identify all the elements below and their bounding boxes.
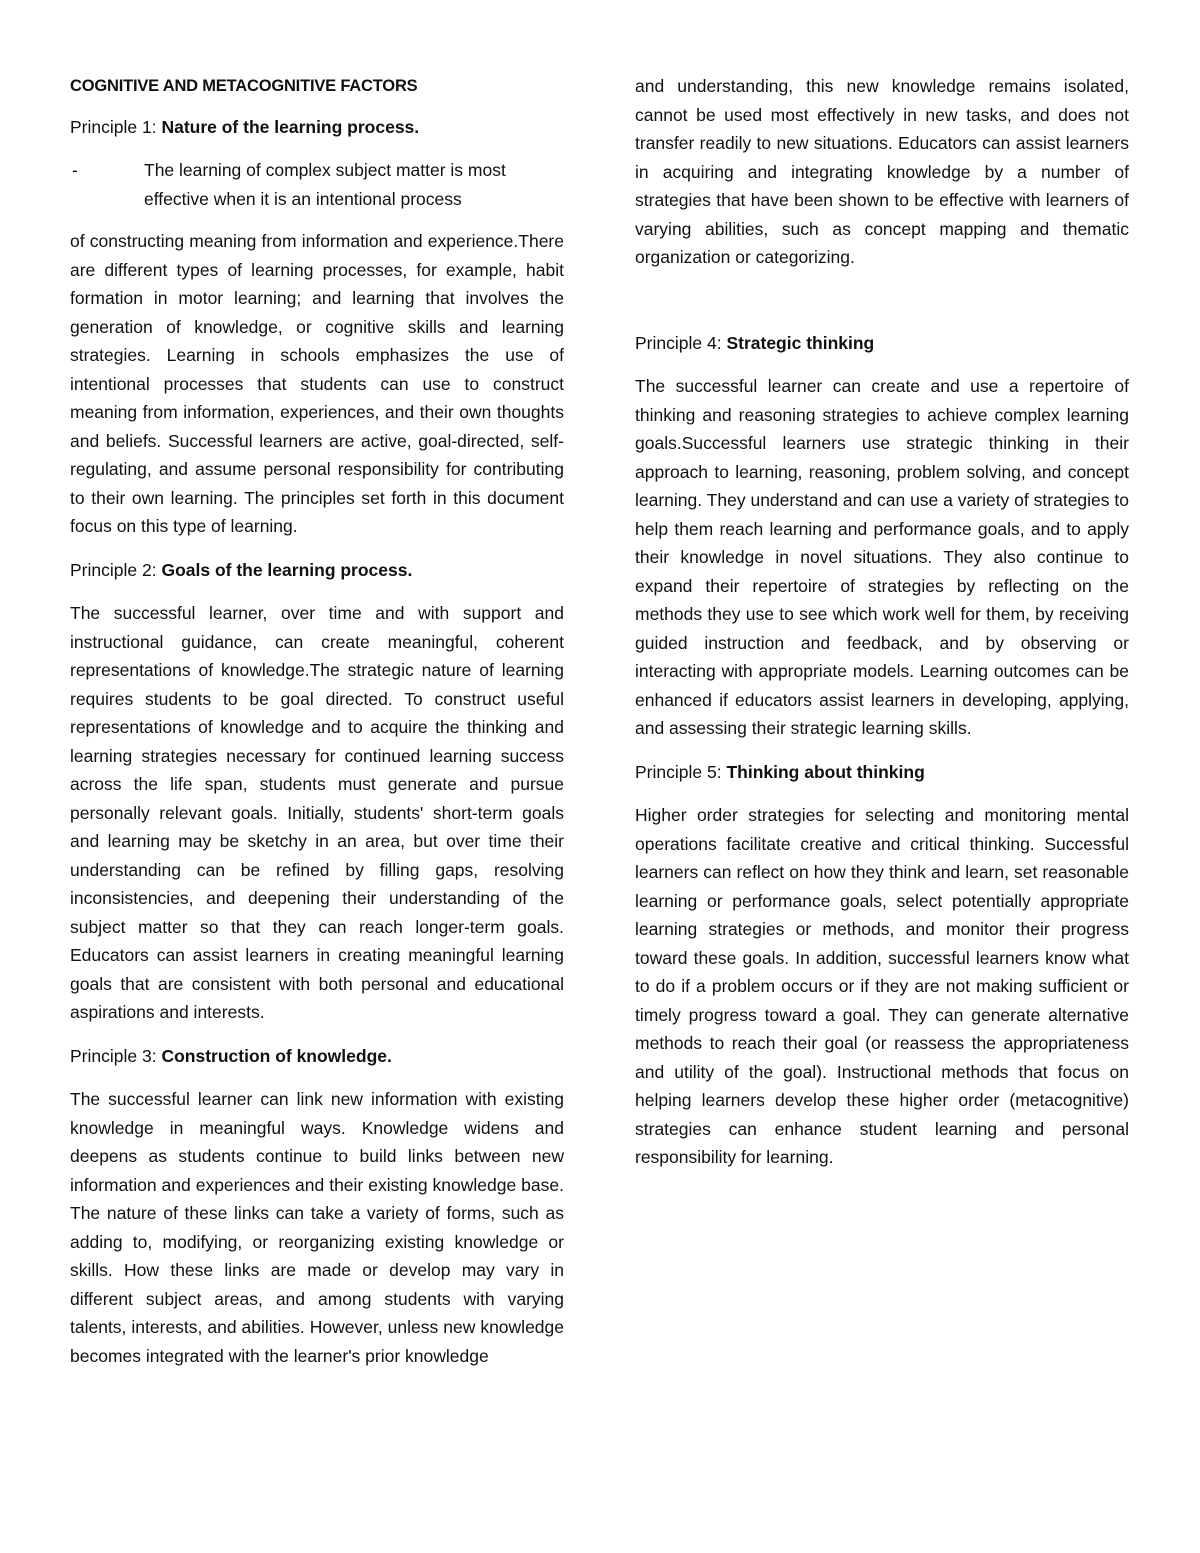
- document-title: COGNITIVE AND METACOGNITIVE FACTORS: [70, 77, 418, 95]
- principle-5-label: Principle 5:: [635, 761, 722, 782]
- principle-3-name: Construction of knowledge.: [161, 1045, 392, 1066]
- principle-4-heading: [635, 329, 1129, 358]
- principle-5-body: Higher order strategies for selecting and monitoring mental operations facilitate creative and critical thinking. Successful learners can reflect on how they think and learn, set reasonable learning or performance goals, select potentially appropriate learning strategies or methods, and monitor their progress toward these goals. In addition, successful learners know what to do if a problem occurs or if they are not making sufficient or timely progress toward a goal. They can generate alternative methods to reach their goal (or reassess the appropriateness and utility of the goal). Instructional methods that focus on helping learners develop these higher order (metacognitive) strategies can enhance student learning and personal responsibility for learning.: [635, 805, 1129, 1167]
- principle-4-label: Principle 4:: [635, 332, 722, 353]
- principle-5-name: Thinking about thinking: [726, 761, 925, 782]
- principle-2-label: Principle 2:: [70, 559, 157, 580]
- principle-1-label: Principle 1:: [70, 116, 157, 137]
- principle-3-heading: [70, 1042, 564, 1071]
- spacer: [635, 287, 1129, 329]
- principle-2-heading: [70, 556, 564, 585]
- principle-4-name: Strategic thinking: [726, 332, 875, 353]
- principle-1-name: Nature of the learning process.: [161, 116, 420, 137]
- principle-2-body: The successful learner, over time and with support and instructional guidance, can create meaningful, coherent representations of knowledge.The strategic nature of learning requires students to be goal directed. To construct useful representations of knowledge and to acquire the thinking and learning strategies necessary for continued learning success across the life span, students must generate and pursue personally relevant goals. Initially, students' short-term goals and learning may be sketchy in an area, but over time their understanding can be refined by filling gaps, resolving inconsistencies, and deepening their understanding of the subject matter so that they can reach longer-term goals. Educators can assist learners in creating meaningful learning goals that are consistent with both personal and educational aspirations and interests.: [70, 603, 564, 1022]
- principle-5-heading: [635, 758, 1129, 787]
- principle-1-bullet-text: The learning of complex subject matter is most effective when it is an intentional process: [144, 160, 506, 209]
- principle-3-label: Principle 3:: [70, 1045, 157, 1066]
- principle-3-body-part1: The successful learner can link new information with existing knowledge in meaningful ways. Knowledge widens and deepens as students continue to build links between new information and experiences and their existing knowledge base. The nature of these links can take a variety of forms, such as adding to, modifying, or reorganizing existing knowledge or skills. How these links are made or develop may vary in different subject areas, and among students with varying talents, interests, and abilities. However, unless new knowledge becomes integrated with the learner's prior knowledge: [70, 1089, 564, 1366]
- principle-1-heading: [70, 113, 564, 142]
- principle-1-body: of constructing meaning from information and experience.There are different types of learning processes, for example, habit formation in motor learning; and learning that involves the generation of knowledge, or cognitive skills and learning strategies. Learning in schools emphasizes the use of intentional processes that students can use to construct meaning from information, experiences, and their own thoughts and beliefs. Successful learners are active, goal-directed, self-regulating, and assume personal responsibility for contributing to their own learning. The principles set forth in this document focus on this type of learning.: [70, 231, 564, 536]
- left-column: [70, 72, 564, 1385]
- principle-2-name: Goals of the learning process.: [161, 559, 413, 580]
- principle-3-body-part2: and understanding, this new knowledge remains isolated, cannot be used most effectively in new tasks, and does not transfer readily to new situations. Educators can assist learners in acquiring and integrating knowledge by a number of strategies that have been shown to be effective with learners of varying abilities, such as concept mapping and thematic organization or categorizing.: [635, 76, 1129, 267]
- bullet-marker: -: [72, 160, 78, 180]
- right-column: [635, 72, 1129, 1187]
- principle-1-bullet: [70, 156, 564, 213]
- principle-4-body: The successful learner can create and use a repertoire of thinking and reasoning strategies to achieve complex learning goals.Successful learners use strategic thinking in their approach to learning, reasoning, problem solving, and concept learning. They understand and can use a variety of strategies to help them reach learning and performance goals, and to apply their knowledge in novel situations. They also continue to expand their repertoire of strategies by reflecting on the methods they use to see which work well for them, by receiving guided instruction and feedback, and by observing or interacting with appropriate models. Learning outcomes can be enhanced if educators assist learners in developing, applying, and assessing their strategic learning skills.: [635, 376, 1129, 738]
